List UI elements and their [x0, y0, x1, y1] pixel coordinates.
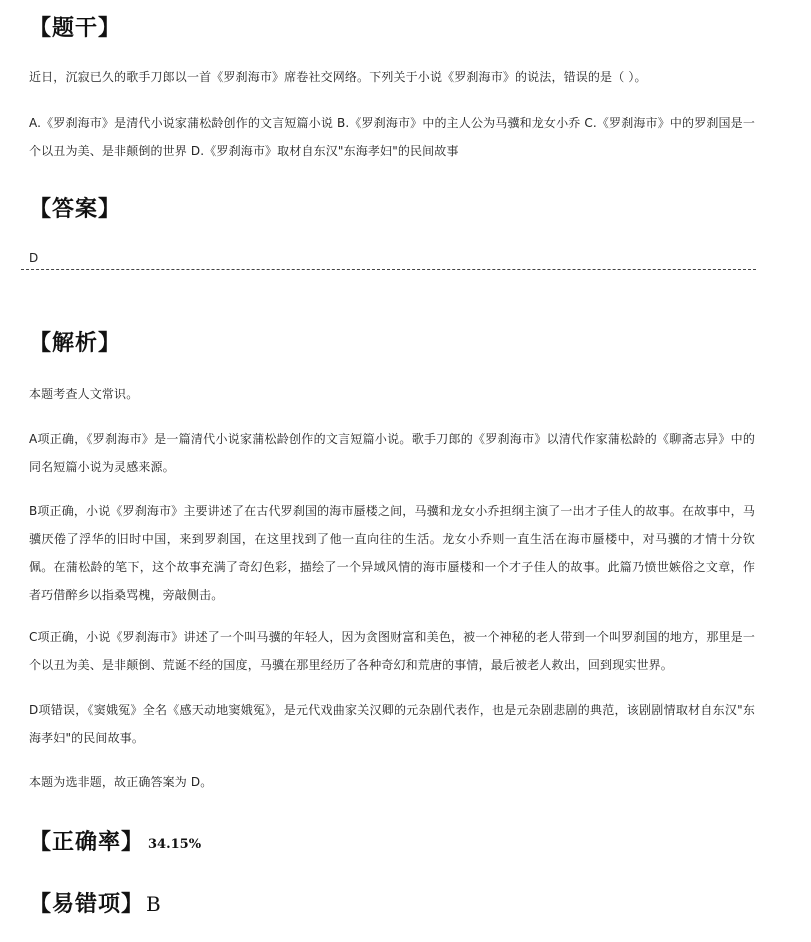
analysis-option-a: A项正确，《罗刹海市》是一篇清代小说家蒲松龄创作的文言短篇小说。歌手刀郎的《罗刹海市》以清代作家蒲松龄的《聊斋志异》中的同名短篇小说为灵感来源。: [29, 432, 755, 474]
analysis-heading: 【解析】: [29, 330, 122, 356]
analysis-option-b: B项正确，小说《罗刹海市》主要讲述了在古代罗刹国的海市蜃楼之间，马骥和龙女小乔担纲主演了一出才子佳人的故事。在故事中，马骥厌倦了浮华的旧时中国，来到罗刹国，在这里找到了他一直向往的生活。龙女小乔则一直生活在海市蜃楼中，对马骥的才情十分钦佩。在蒲松龄的笔下，这个故事充满了奇幻色彩，描绘了一个异域风情的海市蜃楼和一个才子佳人的故事。此篇乃愤世嫉俗之文章，作者巧借醉乡以指桑骂槐，旁敲侧击。: [29, 504, 755, 602]
analysis-option-d: D项错误，《窦娥冤》全名《感天动地窦娥冤》，是元代戏曲家关汉卿的元杂剧代表作，也是元杂剧悲剧的典范，该剧剧情取材自东汉"东海孝妇"的民间故事。: [29, 703, 755, 745]
answer-heading: 【答案】: [29, 196, 122, 222]
common-wrong-value: B: [146, 892, 161, 916]
accuracy-row: [29, 827, 201, 860]
analysis-intro: 本题考查人文常识。: [29, 387, 139, 401]
analysis-option-c: C项正确，小说《罗刹海市》讲述了一个叫马骥的年轻人，因为贪图财富和美色，被一个神秘的老人带到一个叫罗刹国的地方，那里是一个以丑为美、是非颠倒、荒诞不经的国度，马骥在那里经历了各种奇幻和荒唐的事情，最后被老人救出，回到现实世界。: [29, 630, 755, 672]
accuracy-heading: 【正确率】: [29, 829, 145, 855]
stem-heading: 【题干】: [29, 15, 122, 41]
analysis-conclusion: 本题为选非题，故正确答案为 D。: [29, 775, 213, 789]
common-wrong-row: [29, 889, 161, 919]
question-text: 近日，沉寂已久的歌手刀郎以一首《罗刹海市》席卷社交网络。下列关于小说《罗刹海市》的说法，错误的是（ ）。: [29, 70, 647, 84]
answer-value: D: [29, 251, 39, 265]
common-wrong-heading: 【易错项】: [29, 891, 145, 917]
accuracy-value: 34.15%: [148, 837, 202, 852]
options-text: A.《罗刹海市》是清代小说家蒲松龄创作的文言短篇小说 B.《罗刹海市》中的主人公为马骥和龙女小乔 C.《罗刹海市》中的罗刹国是一个以丑为美、是非颠倒的世界 D.《罗刹海市》取材自东汉"东海孝妇"的民间故事: [29, 116, 755, 158]
section-divider: [21, 269, 756, 270]
